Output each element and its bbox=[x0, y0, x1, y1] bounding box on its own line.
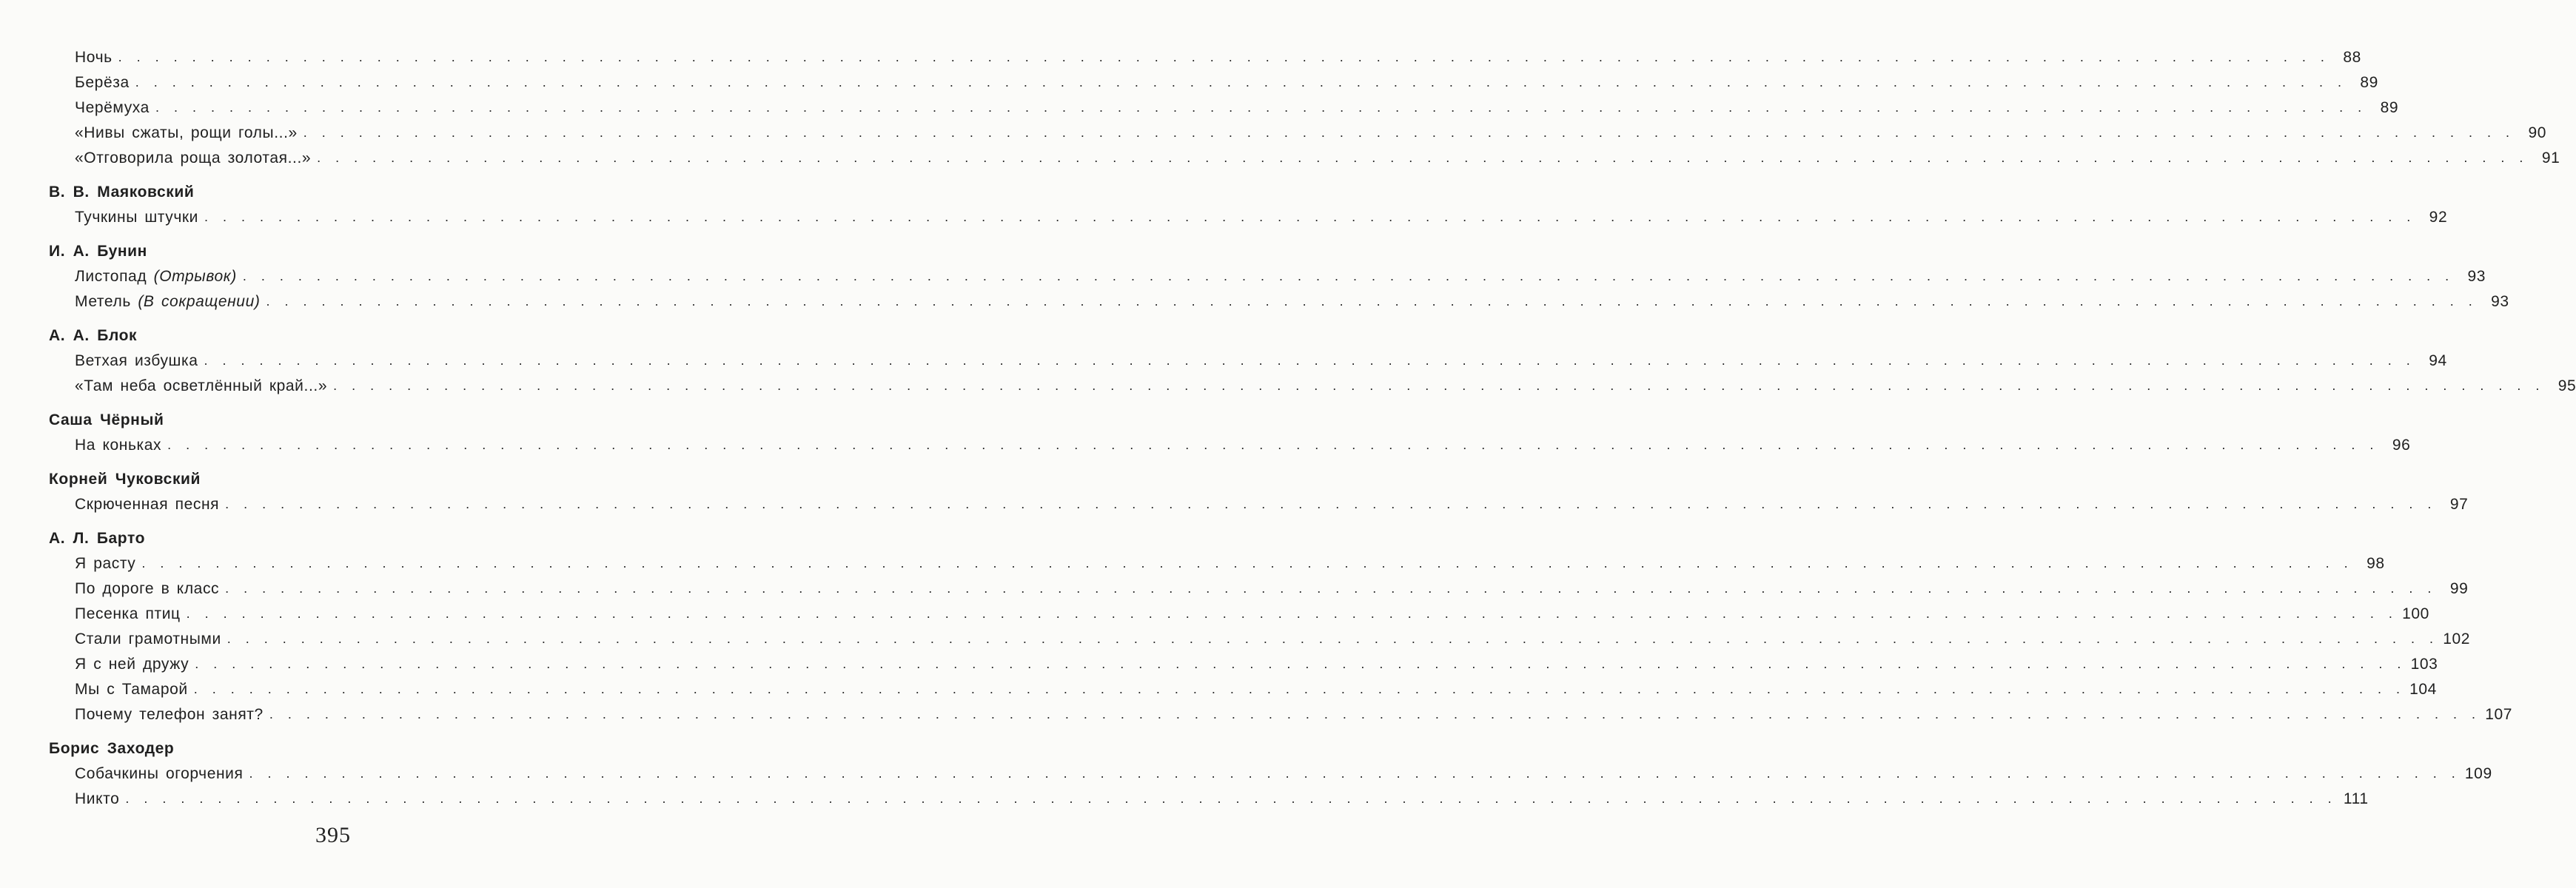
toc-entry-title bbox=[75, 496, 225, 514]
dot-leader: . . . . . . . . . . . . . . . . . . . . . . . . . . . . . . . . . . . . . . . . . . . . . . . . . . . . . . . . . . . . . . . . . . . . . . . . . . . . . . . . . . . . . . . . . . . . . . . . . . . . . . . . . . . . . . . . . . . . . . . . bbox=[195, 656, 2406, 671]
toc-entry-title-text: Стали грамотными bbox=[75, 630, 221, 648]
toc-entry-page: 89 bbox=[2380, 99, 2399, 116]
toc-entry-page: 109 bbox=[2464, 765, 2492, 782]
toc-entry-title-text: Листопад bbox=[75, 268, 147, 285]
toc-entry-title bbox=[75, 124, 303, 142]
toc-entry-title-text: Я расту bbox=[75, 555, 136, 572]
toc-entry-page: 104 bbox=[2409, 681, 2437, 698]
dot-leader: . . . . . . . . . . . . . . . . . . . . . . . . . . . . . . . . . . . . . . . . . . . . . . . . . . . . . . . . . . . . . . . . . . . . . . . . . . . . . . . . . . . . . . . . . . . . . . . . . . . . . . . . . . . . . . . . . . . . . . . . bbox=[125, 791, 2336, 806]
toc-entry-page: 93 bbox=[2491, 293, 2509, 310]
toc-entry-page: 111 bbox=[2343, 790, 2369, 807]
toc-entry-title-text: По дороге в класс bbox=[75, 580, 220, 597]
toc-entry bbox=[75, 201, 2448, 226]
dot-leader: . . . . . . . . . . . . . . . . . . . . . . . . . . . . . . . . . . . . . . . . . . . . . . . . . . . . . . . . . . . . . . . . . . . . . . . . . . . . . . . . . . . . . . . . . . . . . . . . . . . . . . . . . . . . . . . . . . . . . . . . bbox=[118, 50, 2329, 64]
author-heading: Корней Чуковский bbox=[49, 471, 201, 488]
toc-entry-title-text: Мы с Тамарой bbox=[75, 681, 188, 698]
dot-leader: . . . . . . . . . . . . . . . . . . . . . . . . . . . . . . . . . . . . . . . . . . . . . . . . . . . . . . . . . . . . . . . . . . . . . . . . . . . . . . . . . . . . . . . . . . . . . . . . . . . . . . . . . . . . . . . . . . . . . . . . bbox=[317, 150, 2528, 165]
toc-entry bbox=[75, 598, 2429, 623]
toc-entry-note: (В сокращении) bbox=[138, 293, 261, 310]
toc-entry bbox=[75, 67, 2378, 92]
toc-entry bbox=[75, 488, 2469, 514]
dot-leader: . . . . . . . . . . . . . . . . . . . . . . . . . . . . . . . . . . . . . . . . . . . . . . . . . . . . . . . . . . . . . . . . . . . . . . . . . . . . . . . . . . . . . . . . . . . . . . . . . . . . . . . . . . . . . . . . . . . . . . . . bbox=[204, 209, 2415, 224]
toc-entry bbox=[75, 260, 2486, 286]
table-of-contents bbox=[49, 41, 2576, 808]
toc-entry-title bbox=[75, 437, 167, 454]
toc-entry-page: 93 bbox=[2467, 268, 2486, 285]
toc-entry-page: 103 bbox=[2410, 656, 2438, 673]
toc-entry-title bbox=[75, 765, 249, 783]
toc-entry bbox=[75, 41, 2361, 67]
toc-entry-title bbox=[75, 580, 225, 598]
toc-entry-page: 88 bbox=[2343, 49, 2361, 66]
toc-entry bbox=[75, 648, 2438, 673]
toc-entry-title bbox=[75, 99, 155, 117]
author-heading: И. А. Бунин bbox=[49, 243, 147, 260]
author-heading: А. А. Блок bbox=[49, 327, 138, 344]
toc-entry-title bbox=[75, 293, 266, 311]
toc-entry bbox=[75, 370, 2576, 395]
toc-entry-title-text: Я с ней дружу bbox=[75, 656, 189, 673]
toc-entry-title-text: Собачкины огорчения bbox=[75, 765, 244, 782]
toc-entry-page: 94 bbox=[2429, 352, 2447, 369]
dot-leader: . . . . . . . . . . . . . . . . . . . . . . . . . . . . . . . . . . . . . . . . . . . . . . . . . . . . . . . . . . . . . . . . . . . . . . . . . . . . . . . . . . . . . . . . . . . . . . . . . . . . . . . . . . . . . . . . . . . . . . . . bbox=[135, 75, 2346, 90]
toc-entry bbox=[75, 117, 2547, 142]
toc-entry-title-text: Тучкины штучки bbox=[75, 209, 198, 226]
author-heading: А. Л. Барто bbox=[49, 530, 145, 547]
toc-entry-title bbox=[75, 630, 227, 648]
toc-entry-page: 92 bbox=[2429, 209, 2448, 226]
toc-entry bbox=[75, 429, 2411, 454]
toc-entry-page: 95 bbox=[2557, 377, 2576, 394]
toc-entry-page: 98 bbox=[2367, 555, 2385, 572]
toc-entry-title bbox=[75, 268, 243, 286]
toc-entry-page: 99 bbox=[2449, 580, 2469, 597]
toc-entry-title-text: Черёмуха bbox=[75, 99, 150, 116]
toc-entry bbox=[75, 548, 2385, 573]
toc-entry-title-text: «Отговорила роща золотая...» bbox=[75, 149, 312, 166]
toc-entry-title-text: Берёза bbox=[75, 74, 130, 91]
toc-entry-page: 96 bbox=[2392, 437, 2411, 454]
dot-leader: . . . . . . . . . . . . . . . . . . . . . . . . . . . . . . . . . . . . . . . . . . . . . . . . . . . . . . . . . . . . . . . . . . . . . . . . . . . . . . . . . . . . . . . . . . . . . . . . . . . . . . . . . . . . . . . . . . . . . . . . bbox=[193, 682, 2404, 696]
toc-entry bbox=[75, 573, 2469, 598]
toc-entry-title bbox=[75, 377, 333, 395]
toc-entry-title-text: «Нивы сжаты, рощи голы...» bbox=[75, 124, 298, 141]
author-heading: В. В. Маяковский bbox=[49, 184, 195, 201]
toc-entry-title-text: Ночь bbox=[75, 49, 113, 66]
toc-entry-title-text: На коньках bbox=[75, 437, 162, 454]
toc-entry bbox=[75, 623, 2471, 648]
author-heading: Борис Заходер bbox=[49, 740, 175, 757]
dot-leader: . . . . . . . . . . . . . . . . . . . . . . . . . . . . . . . . . . . . . . . . . . . . . . . . . . . . . . . . . . . . . . . . . . . . . . . . . . . . . . . . . . . . . . . . . . . . . . . . . . . . . . . . . . . . . . . . . . . . . . . . bbox=[242, 269, 2454, 283]
dot-leader: . . . . . . . . . . . . . . . . . . . . . . . . . . . . . . . . . . . . . . . . . . . . . . . . . . . . . . . . . . . . . . . . . . . . . . . . . . . . . . . . . . . . . . . . . . . . . . . . . . . . . . . . . . . . . . . . . . . . . . . . bbox=[155, 100, 2367, 115]
toc-entry-title bbox=[75, 49, 118, 67]
toc-entry bbox=[75, 92, 2399, 117]
dot-leader: . . . . . . . . . . . . . . . . . . . . . . . . . . . . . . . . . . . . . . . . . . . . . . . . . . . . . . . . . . . . . . . . . . . . . . . . . . . . . . . . . . . . . . . . . . . . . . . . . . . . . . . . . . . . . . . . . . . . . . . . bbox=[266, 294, 2477, 309]
toc-entry-title-text: Почему телефон занят? bbox=[75, 706, 264, 723]
dot-leader: . . . . . . . . . . . . . . . . . . . . . . . . . . . . . . . . . . . . . . . . . . . . . . . . . . . . . . . . . . . . . . . . . . . . . . . . . . . . . . . . . . . . . . . . . . . . . . . . . . . . . . . . . . . . . . . . . . . . . . . . bbox=[167, 437, 2378, 452]
toc-entry bbox=[75, 345, 2447, 370]
toc-entry bbox=[75, 699, 2513, 724]
dot-leader: . . . . . . . . . . . . . . . . . . . . . . . . . . . . . . . . . . . . . . . . . . . . . . . . . . . . . . . . . . . . . . . . . . . . . . . . . . . . . . . . . . . . . . . . . . . . . . . . . . . . . . . . . . . . . . . . . . . . . . . . bbox=[249, 766, 2460, 781]
dot-leader: . . . . . . . . . . . . . . . . . . . . . . . . . . . . . . . . . . . . . . . . . . . . . . . . . . . . . . . . . . . . . . . . . . . . . . . . . . . . . . . . . . . . . . . . . . . . . . . . . . . . . . . . . . . . . . . . . . . . . . . . bbox=[204, 353, 2415, 368]
toc-entry-title-text: Ветхая избушка bbox=[75, 352, 198, 369]
toc-entry-page: 100 bbox=[2402, 605, 2429, 622]
toc-entry-title bbox=[75, 790, 125, 808]
dot-leader: . . . . . . . . . . . . . . . . . . . . . . . . . . . . . . . . . . . . . . . . . . . . . . . . . . . . . . . . . . . . . . . . . . . . . . . . . . . . . . . . . . . . . . . . . . . . . . . . . . . . . . . . . . . . . . . . . . . . . . . . bbox=[333, 378, 2544, 393]
toc-entry bbox=[75, 286, 2509, 311]
dot-leader: . . . . . . . . . . . . . . . . . . . . . . . . . . . . . . . . . . . . . . . . . . . . . . . . . . . . . . . . . . . . . . . . . . . . . . . . . . . . . . . . . . . . . . . . . . . . . . . . . . . . . . . . . . . . . . . . . . . . . . . . bbox=[227, 631, 2438, 646]
toc-entry-page: 89 bbox=[2360, 74, 2378, 91]
dot-leader: . . . . . . . . . . . . . . . . . . . . . . . . . . . . . . . . . . . . . . . . . . . . . . . . . . . . . . . . . . . . . . . . . . . . . . . . . . . . . . . . . . . . . . . . . . . . . . . . . . . . . . . . . . . . . . . . . . . . . . . . bbox=[141, 556, 2352, 571]
toc-entry-title bbox=[75, 352, 204, 370]
author-heading: Саша Чёрный bbox=[49, 411, 164, 428]
dot-leader: . . . . . . . . . . . . . . . . . . . . . . . . . . . . . . . . . . . . . . . . . . . . . . . . . . . . . . . . . . . . . . . . . . . . . . . . . . . . . . . . . . . . . . . . . . . . . . . . . . . . . . . . . . . . . . . . . . . . . . . . bbox=[269, 707, 2481, 722]
toc-entry-title bbox=[75, 706, 269, 724]
toc-entry-title-text: Скрюченная песня bbox=[75, 496, 220, 513]
toc-entry-page: 90 bbox=[2528, 124, 2547, 141]
toc-entry-title-text: «Там неба осветлённый край...» bbox=[75, 377, 328, 394]
toc-entry-page: 102 bbox=[2443, 630, 2471, 648]
toc-entry bbox=[75, 673, 2437, 699]
toc-entry-page: 97 bbox=[2449, 496, 2469, 513]
toc-entry-title bbox=[75, 74, 135, 92]
dot-leader: . . . . . . . . . . . . . . . . . . . . . . . . . . . . . . . . . . . . . . . . . . . . . . . . . . . . . . . . . . . . . . . . . . . . . . . . . . . . . . . . . . . . . . . . . . . . . . . . . . . . . . . . . . . . . . . . . . . . . . . . bbox=[225, 581, 2436, 596]
toc-entry-page: 91 bbox=[2541, 149, 2560, 166]
toc-entry-title bbox=[75, 656, 195, 673]
dot-leader: . . . . . . . . . . . . . . . . . . . . . . . . . . . . . . . . . . . . . . . . . . . . . . . . . . . . . . . . . . . . . . . . . . . . . . . . . . . . . . . . . . . . . . . . . . . . . . . . . . . . . . . . . . . . . . . . . . . . . . . . bbox=[186, 606, 2397, 621]
page-number: 395 bbox=[315, 823, 351, 847]
toc-entry-title bbox=[75, 209, 204, 226]
toc-entry-title bbox=[75, 681, 194, 699]
dot-leader: . . . . . . . . . . . . . . . . . . . . . . . . . . . . . . . . . . . . . . . . . . . . . . . . . . . . . . . . . . . . . . . . . . . . . . . . . . . . . . . . . . . . . . . . . . . . . . . . . . . . . . . . . . . . . . . . . . . . . . . . bbox=[303, 125, 2515, 140]
toc-entry-note: (Отрывок) bbox=[153, 268, 237, 285]
toc-entry bbox=[75, 783, 2369, 808]
toc-entry-title bbox=[75, 149, 317, 167]
toc-entry bbox=[75, 758, 2492, 783]
toc-entry-page: 107 bbox=[2485, 706, 2513, 723]
toc-entry bbox=[75, 142, 2560, 167]
toc-entry-title-text: Метель bbox=[75, 293, 131, 310]
toc-entry-title-text: Песенка птиц bbox=[75, 605, 181, 622]
toc-entry-title bbox=[75, 605, 187, 623]
toc-entry-title bbox=[75, 555, 141, 573]
toc-entry-title-text: Никто bbox=[75, 790, 120, 807]
dot-leader: . . . . . . . . . . . . . . . . . . . . . . . . . . . . . . . . . . . . . . . . . . . . . . . . . . . . . . . . . . . . . . . . . . . . . . . . . . . . . . . . . . . . . . . . . . . . . . . . . . . . . . . . . . . . . . . . . . . . . . . . bbox=[225, 497, 2436, 511]
